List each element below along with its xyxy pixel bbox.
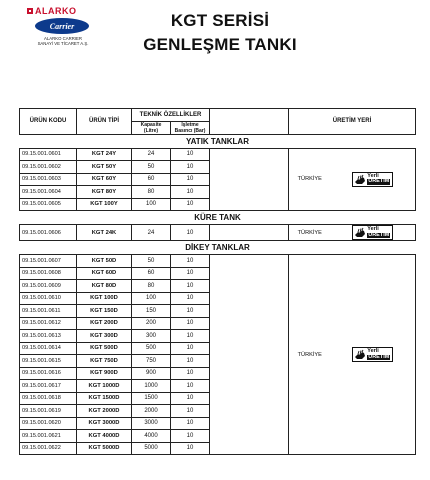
carrier-logo [35, 18, 89, 34]
product-type: KGT 300D [77, 330, 132, 343]
product-code: 09.15.001.0612 [20, 317, 77, 330]
product-code: 09.15.001.0604 [20, 186, 77, 199]
header-origin: ÜRETİM YERİ [289, 109, 416, 135]
product-type: KGT 24Y [77, 148, 132, 161]
product-code: 09.15.001.0614 [20, 342, 77, 355]
product-table [19, 108, 416, 455]
yerli-uretim-badge-cell [331, 255, 416, 455]
capacity-value: 300 [132, 330, 171, 343]
pressure-value: 10 [171, 280, 210, 293]
badge-line1: Yerli [367, 348, 379, 354]
capacity-value: 1000 [132, 380, 171, 393]
product-code: 09.15.001.0601 [20, 148, 77, 161]
section-row [20, 211, 416, 225]
yerli-uretim-badge [352, 225, 393, 240]
company-name [27, 36, 99, 46]
header-pressure [171, 121, 210, 134]
header-tech: TEKNİK ÖZELLİKLER [132, 109, 210, 122]
capacity-value: 60 [132, 173, 171, 186]
badge-line2: ÜRETİM [368, 353, 390, 360]
header-capacity [132, 121, 171, 134]
product-code: 09.15.001.0613 [20, 330, 77, 343]
product-code: 09.15.001.0602 [20, 161, 77, 174]
origin-country: TÜRKİYE [289, 255, 331, 455]
product-type: KGT 1000D [77, 380, 132, 393]
product-type: KGT 2000D [77, 405, 132, 418]
badge-text [367, 227, 390, 238]
section-row [20, 241, 416, 255]
origin-country: TÜRKİYE [289, 148, 331, 211]
capacity-value: 4000 [132, 430, 171, 443]
capacity-value: 100 [132, 292, 171, 305]
product-type: KGT 5000D [77, 442, 132, 455]
product-table-body [20, 134, 416, 455]
pressure-value: 10 [171, 367, 210, 380]
yerli-uretim-badge-cell [331, 225, 416, 241]
pressure-value: 10 [171, 148, 210, 161]
capacity-value: 1500 [132, 392, 171, 405]
product-code: 09.15.001.0616 [20, 367, 77, 380]
pressure-value: 10 [171, 330, 210, 343]
badge-line1: Yerli [367, 226, 379, 232]
product-code: 09.15.001.0605 [20, 198, 77, 211]
capacity-value: 3000 [132, 417, 171, 430]
product-code: 09.15.001.0608 [20, 267, 77, 280]
capacity-value: 200 [132, 317, 171, 330]
product-type: KGT 1500D [77, 392, 132, 405]
section-row [20, 134, 416, 148]
company-name-line1: ALARKO CARRIER [44, 36, 82, 41]
alarko-mark-icon [27, 8, 33, 14]
product-type: KGT 80Y [77, 186, 132, 199]
pressure-value: 10 [171, 255, 210, 268]
product-code: 09.15.001.0615 [20, 355, 77, 368]
badge-text [367, 349, 390, 360]
header-capacity-line1: Kapasite [140, 121, 162, 128]
capacity-value: 24 [132, 148, 171, 161]
pressure-value: 10 [171, 417, 210, 430]
table-row [20, 148, 416, 161]
pressure-value: 10 [171, 198, 210, 211]
pressure-value: 10 [171, 267, 210, 280]
capacity-value: 60 [132, 267, 171, 280]
badge-line2: ÜRETİM [368, 178, 390, 185]
pressure-value: 10 [171, 173, 210, 186]
product-type: KGT 100Y [77, 198, 132, 211]
product-code: 09.15.001.0611 [20, 305, 77, 318]
origin-country: TÜRKİYE [289, 225, 331, 241]
product-type: KGT 4000D [77, 430, 132, 443]
capacity-value: 50 [132, 161, 171, 174]
pressure-value: 10 [171, 186, 210, 199]
pressure-value: 10 [171, 342, 210, 355]
capacity-value: 150 [132, 305, 171, 318]
product-code: 09.15.001.0622 [20, 442, 77, 455]
pressure-value: 10 [171, 355, 210, 368]
pressure-value: 10 [171, 380, 210, 393]
alarko-logo [27, 6, 97, 16]
hand-icon [354, 174, 366, 185]
product-code: 09.15.001.0621 [20, 430, 77, 443]
pressure-value: 10 [171, 161, 210, 174]
product-type: KGT 60Y [77, 173, 132, 186]
table-row [20, 255, 416, 268]
badge-text [367, 174, 390, 185]
yerli-uretim-badge-cell [331, 148, 416, 211]
product-type: KGT 150D [77, 305, 132, 318]
product-type: KGT 60D [77, 267, 132, 280]
product-code: 09.15.001.0603 [20, 173, 77, 186]
product-code: 09.15.001.0610 [20, 292, 77, 305]
header-type: ÜRÜN TİPİ [77, 109, 132, 135]
product-code: 09.15.001.0619 [20, 405, 77, 418]
page-title-line1: KGT SERİSİ [170, 11, 270, 30]
product-type: KGT 24K [77, 225, 132, 241]
table-row [20, 225, 416, 241]
hand-icon [354, 349, 366, 360]
yerli-uretim-badge [352, 172, 393, 187]
capacity-value: 2000 [132, 405, 171, 418]
company-logo [27, 6, 97, 46]
pressure-value: 10 [171, 225, 210, 241]
capacity-value: 5000 [132, 442, 171, 455]
blank-cell [210, 255, 289, 455]
pressure-value: 10 [171, 317, 210, 330]
product-code: 09.15.001.0609 [20, 280, 77, 293]
hand-icon [354, 227, 366, 238]
header-pressure-line2: Basıncı (Bar) [174, 127, 206, 134]
header-code: ÜRÜN KODU [20, 109, 77, 135]
product-type: KGT 80D [77, 280, 132, 293]
product-type: KGT 500D [77, 342, 132, 355]
company-name-line2: SANAYİ VE TİCARET A.Ş. [37, 41, 89, 46]
product-type: KGT 50Y [77, 161, 132, 174]
product-code: 09.15.001.0606 [20, 225, 77, 241]
product-type: KGT 100D [77, 292, 132, 305]
blank-cell [210, 148, 289, 211]
pressure-value: 10 [171, 442, 210, 455]
product-code: 09.15.001.0607 [20, 255, 77, 268]
capacity-value: 24 [132, 225, 171, 241]
product-code: 09.15.001.0617 [20, 380, 77, 393]
badge-line1: Yerli [367, 172, 379, 179]
alarko-wordmark: ALARKO [35, 6, 77, 16]
pressure-value: 10 [171, 405, 210, 418]
capacity-value: 80 [132, 186, 171, 199]
capacity-value: 80 [132, 280, 171, 293]
carrier-wordmark: Carrier [49, 21, 75, 31]
badge-line2: ÜRETİM [368, 231, 390, 238]
header-pressure-line1: İşletme [181, 121, 199, 128]
header-blank [210, 109, 289, 135]
product-code: 09.15.001.0618 [20, 392, 77, 405]
capacity-value: 50 [132, 255, 171, 268]
capacity-value: 900 [132, 367, 171, 380]
product-code: 09.15.001.0620 [20, 417, 77, 430]
capacity-value: 750 [132, 355, 171, 368]
section-title: YATIK TANKLAR [20, 134, 416, 148]
pressure-value: 10 [171, 305, 210, 318]
capacity-value: 100 [132, 198, 171, 211]
pressure-value: 10 [171, 392, 210, 405]
pressure-value: 10 [171, 430, 210, 443]
pressure-value: 10 [171, 292, 210, 305]
section-title: DİKEY TANKLAR [20, 241, 416, 255]
product-type: KGT 900D [77, 367, 132, 380]
yerli-uretim-badge [352, 347, 393, 362]
capacity-value: 500 [132, 342, 171, 355]
product-type: KGT 200D [77, 317, 132, 330]
header-capacity-line2: (Litre) [143, 127, 159, 134]
product-type: KGT 3000D [77, 417, 132, 430]
section-title: KÜRE TANK [20, 211, 416, 225]
product-type: KGT 750D [77, 355, 132, 368]
product-type: KGT 50D [77, 255, 132, 268]
blank-cell [210, 225, 289, 241]
page-title-line2: GENLEŞME TANKI [143, 35, 297, 54]
